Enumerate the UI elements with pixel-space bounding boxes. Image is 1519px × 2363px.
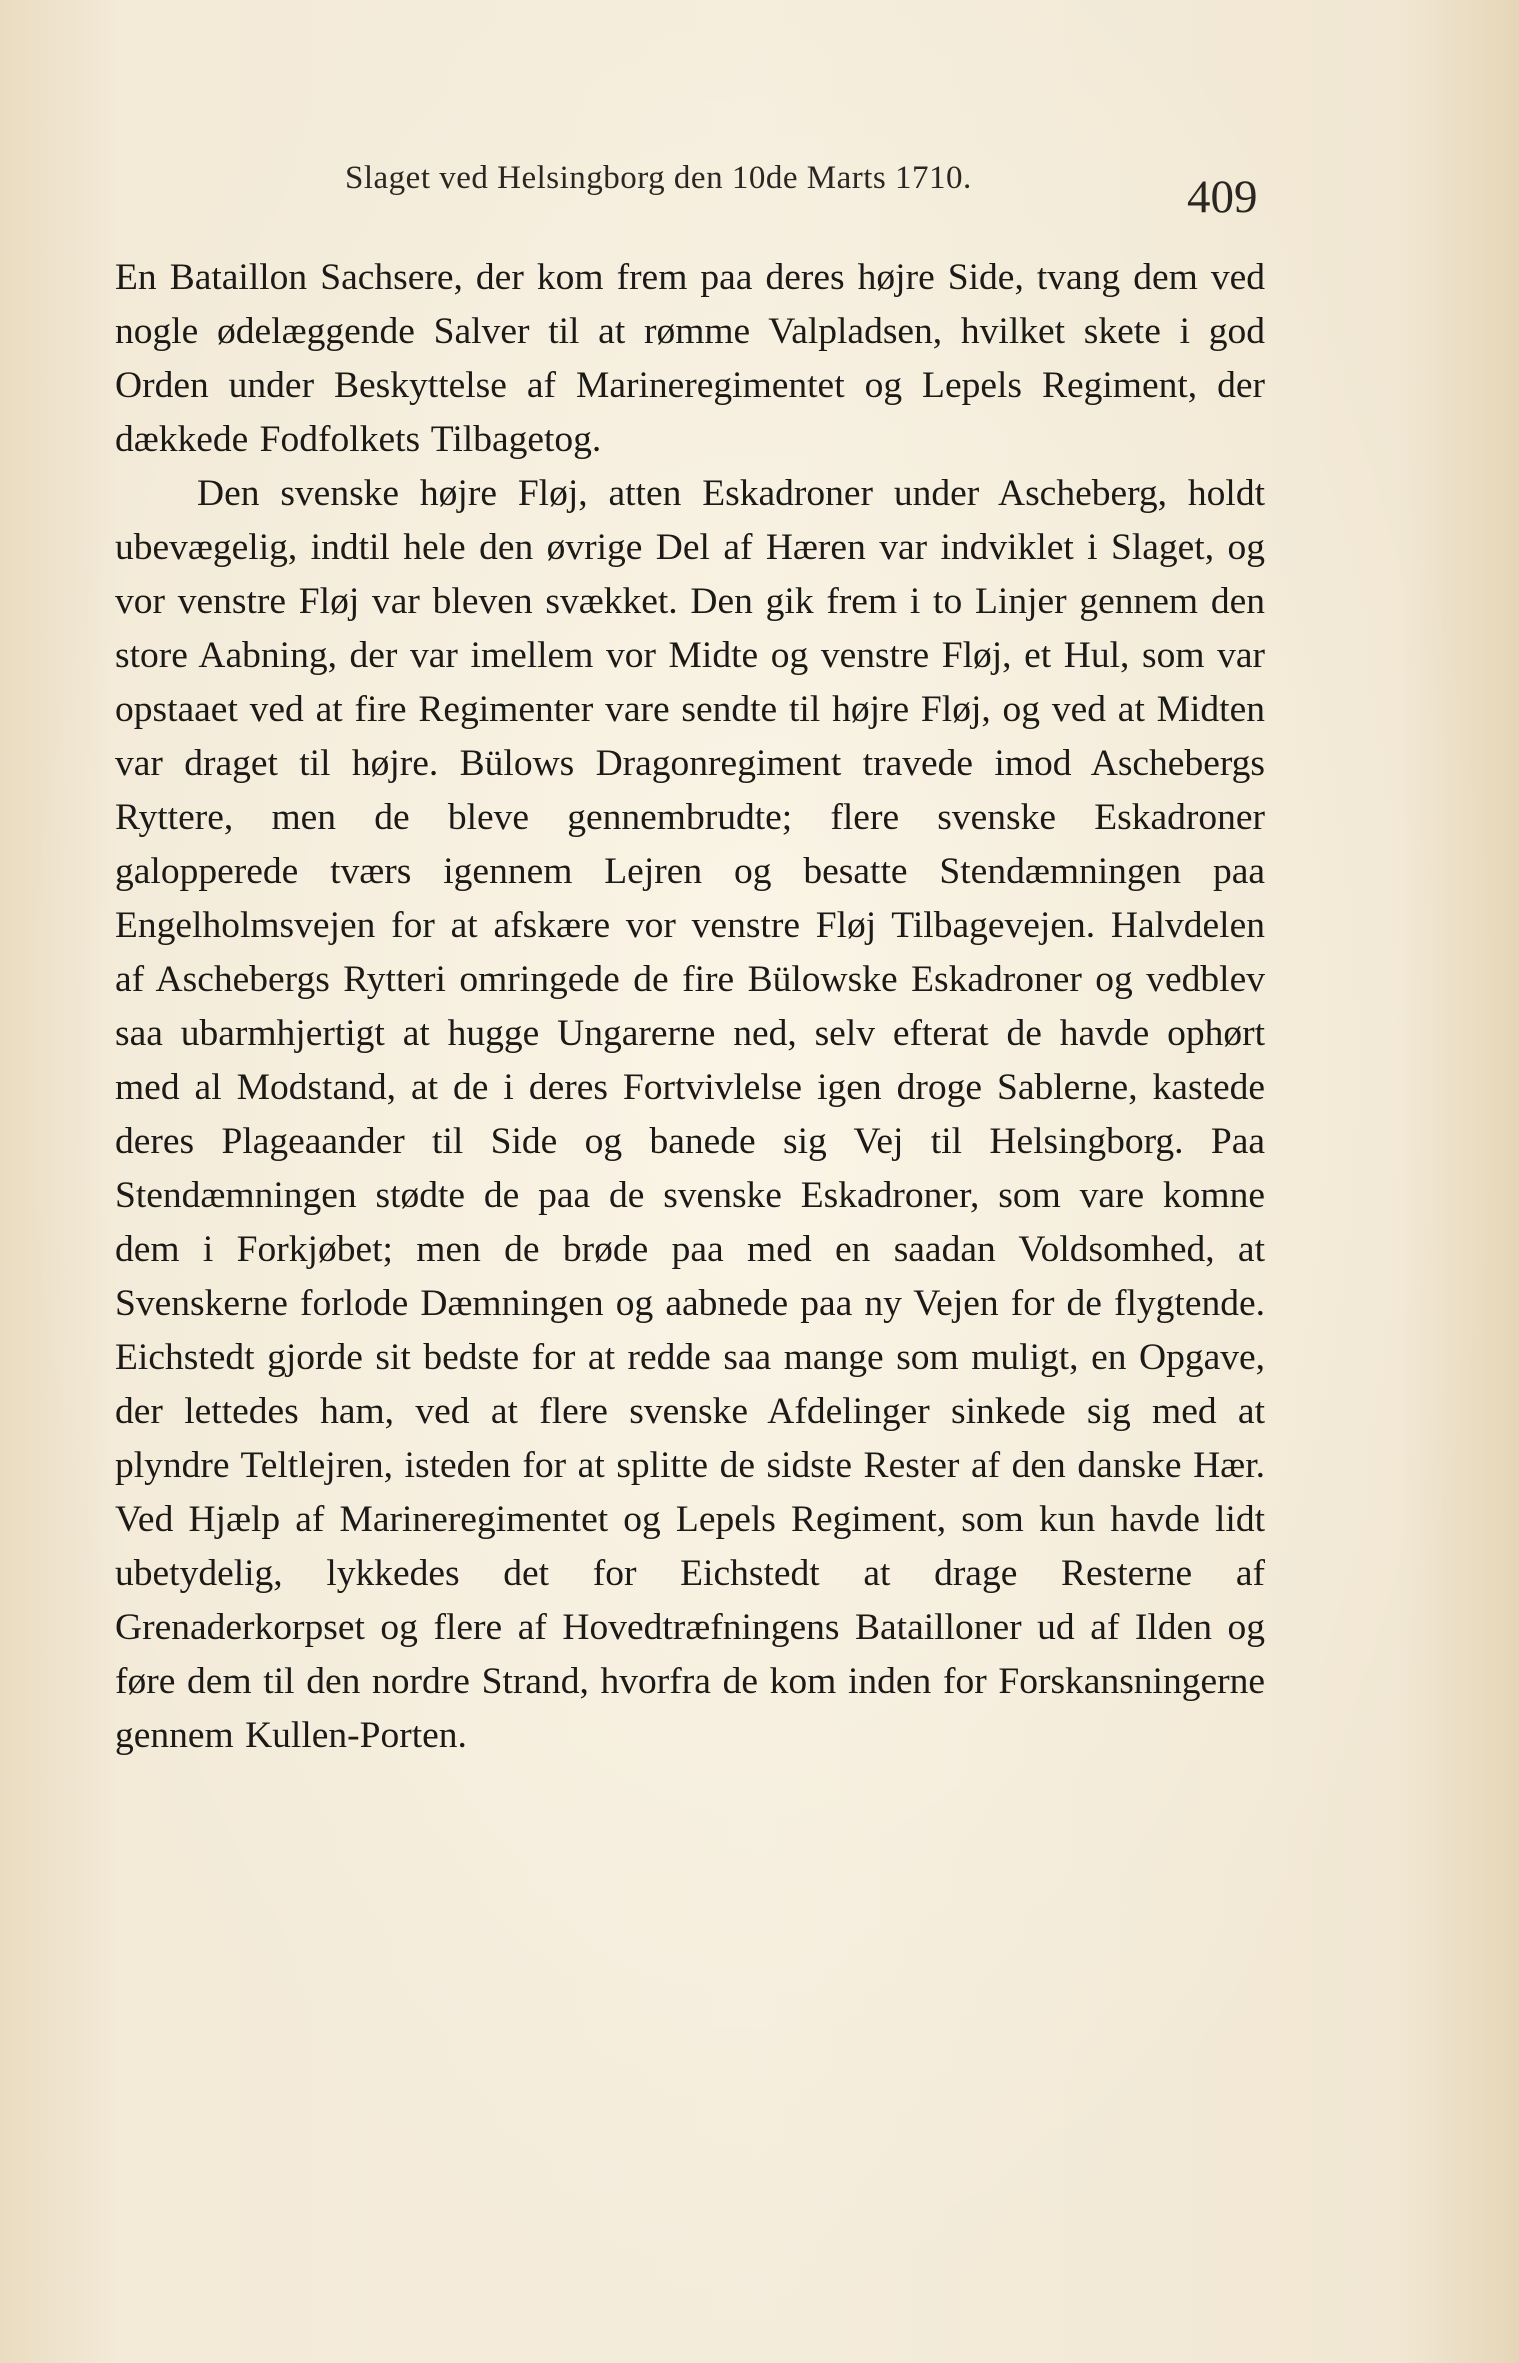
paragraph-2: Den svenske højre Fløj, atten Eskadroner under Ascheberg, holdt ubevægelig, indtil hele den øvrige Del af Hæren var indviklet i Slaget, og vor venstre Fløj var bleven svækket. Den gik frem i to Linjer gennem den store Aabning, der var imellem vor Midte og venstre Fløj, et Hul, som var opstaaet ved at fire Regimenter vare sendte til højre Fløj, og ved at Midten var draget til højre. Bülows Dragonregiment travede imod Aschebergs Ryttere, men de bleve gennembrudte; flere svenske Eskadroner galopperede tværs igennem Lejren og besatte Stendæmningen paa Engelholmsvejen for at afskære vor venstre Fløj Tilbagevejen. Halvdelen af Aschebergs Rytteri omringede de fire Bülowske Eskadroner og vedblev saa ubarmhjertigt at hugge Ungarerne ned, selv efterat de havde ophørt med al Modstand, at de i deres Fortvivlelse igen droge Sablerne, kastede deres Plageaander til Side og banede sig Vej til Helsingborg. Paa Stendæmningen stødte de paa de svenske Eskadroner, som vare komne dem i Forkjøbet; men de brøde paa med en saadan Voldsomhed, at Svenskerne forlode Dæmningen og aabnede paa ny Vejen for de flygtende. Eichstedt gjorde sit bedste for at redde saa mange som muligt, en Opgave, der lettedes ham, ved at flere svenske Afdelinger sinkede sig med at plyndre Teltlejren, isteden for at splitte de sidste Rester af den danske Hær. Ved Hjælp af Marineregimentet og Lepels Regiment, som kun havde lidt ubetydelig, lykkedes det for Eichstedt at drage Resterne af Grenaderkorpset og flere af Hovedtræfningens Batailloner ud af Ilden og føre dem til den nordre Strand, hvorfra de kom inden for Forskansningerne gennem Kullen-Porten.	[115, 473, 1265, 1756]
paragraph-1: En Bataillon Sachsere, der kom frem paa deres højre Side, tvang dem ved nogle ødelæggende Salver til at rømme Valpladsen, hvilket skete i god Orden under Beskyttelse af Marineregimentet og Lepels Regiment, der dækkede Fodfolkets Tilbagetog.	[115, 257, 1265, 460]
page-number: 409	[1187, 171, 1258, 223]
running-head-title: Slaget ved Helsingborg den 10de Marts 1710.	[345, 160, 972, 196]
body-text	[115, 251, 1265, 1763]
